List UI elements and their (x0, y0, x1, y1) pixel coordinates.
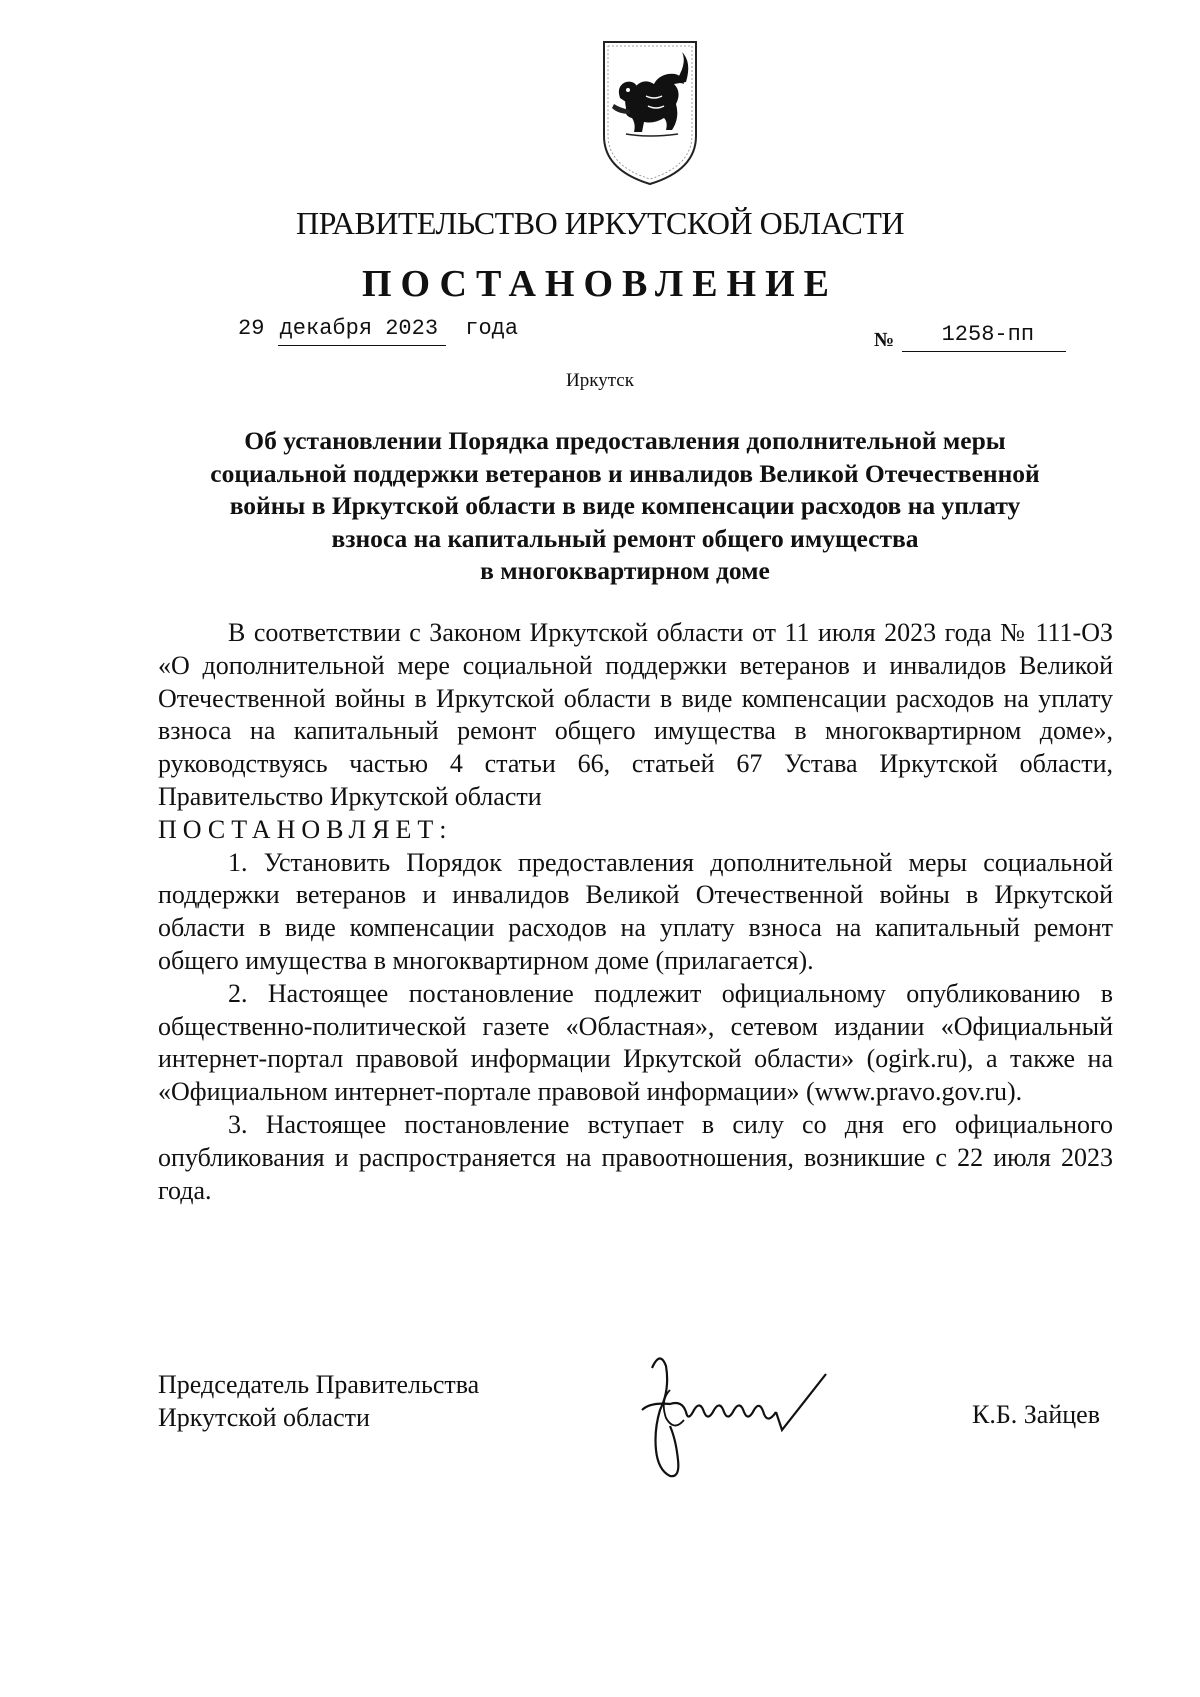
signer-position: Председатель Правительства Иркутской области (158, 1370, 480, 1432)
handwritten-signature (630, 1340, 890, 1490)
item-paragraph-1: 1. Установить Порядок предоставления дополнительной меры социальной поддержки ветеранов и инвалидов Великой Отечественной войны в Иркутской области в виде компенсации расходов на уплату взноса на капитальный ремонт общего имущества в многоквартирном доме (прилагается). (158, 847, 1113, 975)
number-sign: № (874, 329, 895, 351)
document-number (874, 320, 1066, 352)
city-name: Иркутск (566, 370, 634, 391)
document-type: ПОСТАНОВЛЕНИЕ (361, 263, 839, 305)
date-month-year: декабря 2023 (278, 316, 446, 346)
organization-name: ПРАВИТЕЛЬСТВО ИРКУТСКОЙ ОБЛАСТИ (296, 205, 904, 241)
date-suffix: года (465, 316, 519, 341)
decree-word: ПОСТАНОВЛЯЕТ: (158, 814, 453, 844)
item-paragraph-3: 3. Настоящее постановление вступает в силу со дня его официального опубликования и распространяется на правоотношения, возникшие с 22 июля 2023 года. (158, 1109, 1113, 1205)
coat-of-arms-emblem (596, 38, 704, 188)
document-body (158, 617, 1113, 1207)
date-day: 29 (238, 316, 265, 341)
signer-name: К.Б. Зайцев (972, 1400, 1100, 1429)
item-paragraph-2: 2. Настоящее постановление подлежит официальному опубликованию в общественно-политической газете «Областная», сетевом издании «Официальный интернет-портал правовой информации Иркутской области» (ogirk.ru), а также на «Официальном интернет-портале правовой информации» (www.pravo.gov.ru). (158, 978, 1113, 1107)
number-value: 1258-пп (902, 322, 1066, 352)
preamble-paragraph: В соответствии с Законом Иркутской области от 11 июля 2023 года № 111-ОЗ «О дополнительной мере социальной поддержки ветеранов и инвалидов Великой Отечественной войны в Иркутской области в виде компенсации расходов на уплату взноса на капитальный ремонт общего имущества в многоквартирном доме», руководствуясь частью 4 статьи 66, статьей 67 Устава Иркутской области, Правительство Иркутской области (158, 618, 1113, 811)
document-date (238, 316, 518, 346)
document-title: Об установлении Порядка предоставления дополнительной меры социальной поддержки ветеранов и инвалидов Великой Отечественной войны в Иркутской области в виде компенсации расходов на уплату взноса на капитальный ремонт общего имущества в многоквартирном доме (210, 426, 1040, 585)
